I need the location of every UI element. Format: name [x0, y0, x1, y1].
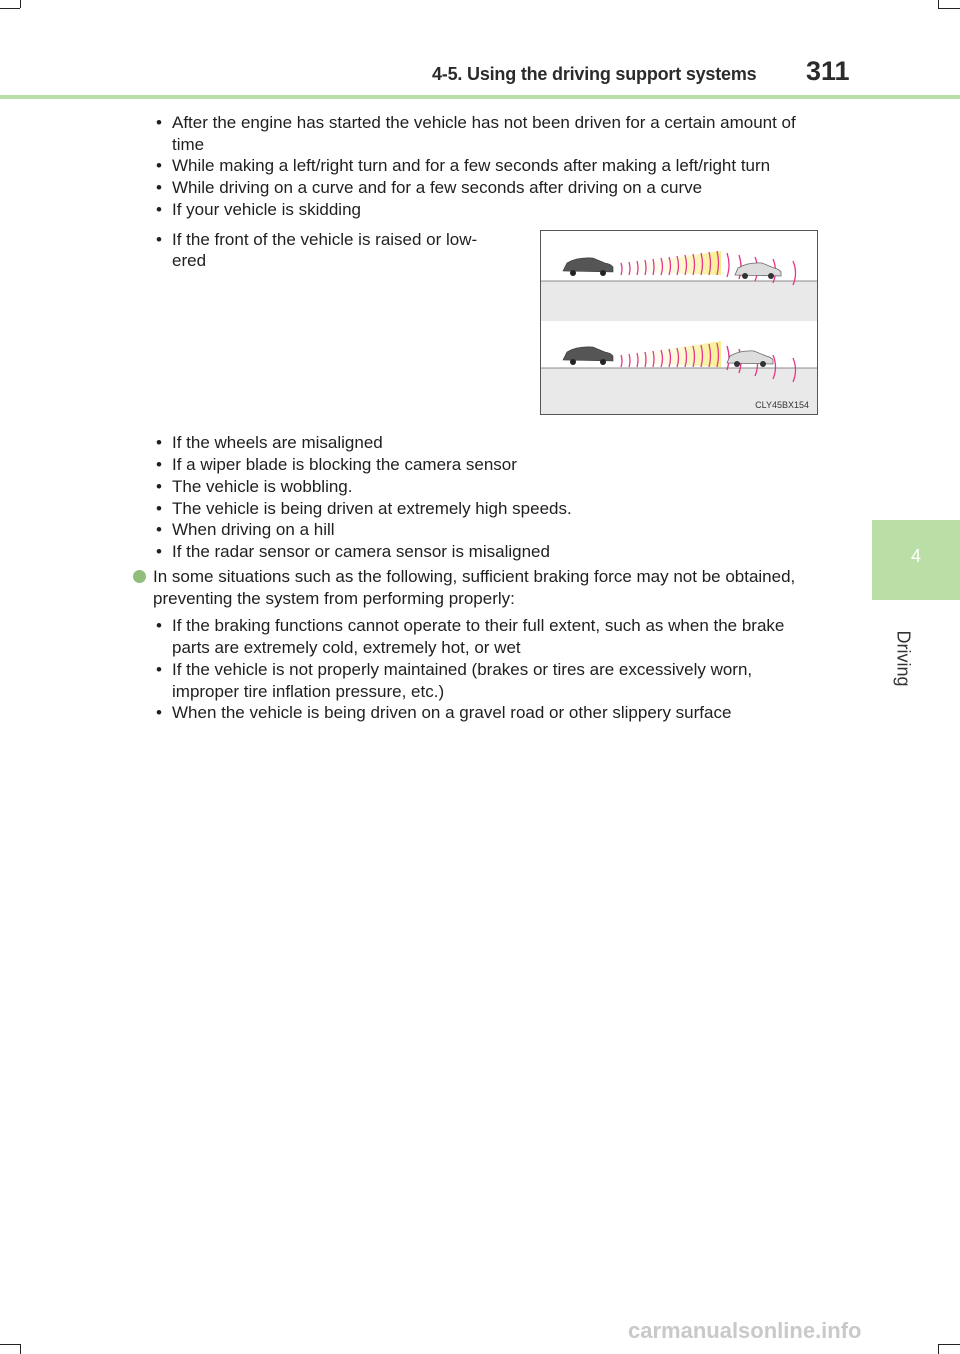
list-item-text: After the engine has started the vehicle has not been driven for a certain amount of	[172, 113, 796, 132]
list-item-text: The vehicle is wobbling.	[172, 477, 353, 496]
list-item	[156, 498, 836, 519]
bullet-dot: •	[156, 477, 162, 496]
note-paragraph-continuation	[153, 588, 837, 609]
crop-mark-bottom-right-v	[938, 1344, 939, 1354]
chapter-number: 4	[910, 546, 921, 566]
car-front-bottom	[563, 347, 613, 365]
list-item	[156, 229, 517, 250]
bullet-dot: •	[156, 542, 162, 561]
list-item-text: If the braking functions cannot operate to their full extent, such as when the brake	[172, 616, 785, 635]
header-rule	[0, 95, 960, 99]
bullet-dot: •	[156, 433, 162, 452]
list-item-continuation	[172, 250, 517, 271]
bullet-dot: •	[156, 520, 162, 539]
car-ahead-bottom	[727, 351, 773, 367]
crop-mark-top-left-h	[0, 8, 20, 9]
note-paragraph	[153, 566, 837, 587]
chapter-label: Driving	[893, 630, 914, 687]
list-item-text: When the vehicle is being driven on a gravel road or other slippery surface	[172, 703, 732, 722]
list-item	[156, 155, 836, 176]
crop-mark-bottom-right-h	[938, 1344, 960, 1345]
bullet-dot: •	[156, 616, 162, 635]
list-item-text: ered	[172, 251, 207, 270]
list-item-continuation	[172, 681, 836, 702]
watermark: carmanualsonline.info	[628, 1318, 862, 1343]
chapter-label-wrap	[888, 618, 918, 708]
list-item-text: If the wheels are misaligned	[172, 433, 383, 452]
bullet-dot: •	[156, 156, 162, 175]
bullet-dot: •	[156, 455, 162, 474]
list-item-text: improper tire inflation pressure, etc.)	[172, 682, 445, 701]
car-ahead-top	[735, 263, 781, 279]
list-item-text: If your vehicle is skidding	[172, 200, 361, 219]
bullet-dot: •	[156, 703, 162, 722]
crop-mark-top-right-h	[938, 8, 960, 9]
list-item	[156, 659, 836, 680]
car-front-top	[563, 258, 613, 276]
sensor-beam-diagram	[541, 231, 817, 414]
crop-mark-top-left-v	[20, 0, 21, 8]
list-item-continuation	[172, 134, 836, 155]
note-text: In some situations such as the following, sufficient braking force may not be obtained,	[153, 567, 796, 586]
list-item-text: While making a left/right turn and for a few seconds after making a left/right turn	[172, 156, 771, 175]
list-item	[156, 476, 836, 497]
crop-mark-bottom-left-h	[0, 1344, 20, 1345]
list-item	[156, 454, 836, 475]
list-item-text: time	[172, 135, 205, 154]
list-item-text: If the vehicle is not properly maintained (brakes or tires are excessively worn,	[172, 660, 753, 679]
circle-bullet-icon	[133, 570, 146, 583]
list-item	[156, 519, 836, 540]
list-item-text: When driving on a hill	[172, 520, 335, 539]
crop-mark-top-right-v	[938, 0, 939, 8]
bullet-dot: •	[156, 660, 162, 679]
list-item	[156, 199, 836, 220]
list-item	[156, 541, 836, 562]
section-title: 4-5. Using the driving support systems	[432, 64, 757, 84]
bullet-dot: •	[156, 499, 162, 518]
list-item-text: If the radar sensor or camera sensor is misaligned	[172, 542, 550, 561]
crop-mark-bottom-left-v	[20, 1344, 21, 1354]
list-item-text: parts are extremely cold, extremely hot, or wet	[172, 638, 521, 657]
bullet-dot: •	[156, 230, 162, 249]
bullet-dot: •	[156, 200, 162, 219]
list-item-text: While driving on a curve and for a few seconds after driving on a curve	[172, 178, 703, 197]
list-item	[156, 615, 836, 636]
chapter-tab	[872, 520, 960, 600]
list-item	[156, 177, 836, 198]
list-item	[156, 432, 836, 453]
list-item-text: The vehicle is being driven at extremely high speeds.	[172, 499, 572, 518]
bullet-dot: •	[156, 113, 162, 132]
sensor-illustration	[540, 230, 818, 415]
note-text: preventing the system from performing properly:	[153, 589, 515, 608]
figure-code: CLY45BX154	[755, 400, 809, 410]
page-number: 311	[806, 56, 850, 86]
list-item-text: If the front of the vehicle is raised or low-	[172, 230, 478, 249]
bullet-dot: •	[156, 178, 162, 197]
road-surface-top	[541, 281, 817, 321]
list-item-continuation	[172, 637, 836, 658]
list-item-text: If a wiper blade is blocking the camera sensor	[172, 455, 517, 474]
list-item	[156, 112, 836, 133]
list-item	[156, 702, 836, 723]
